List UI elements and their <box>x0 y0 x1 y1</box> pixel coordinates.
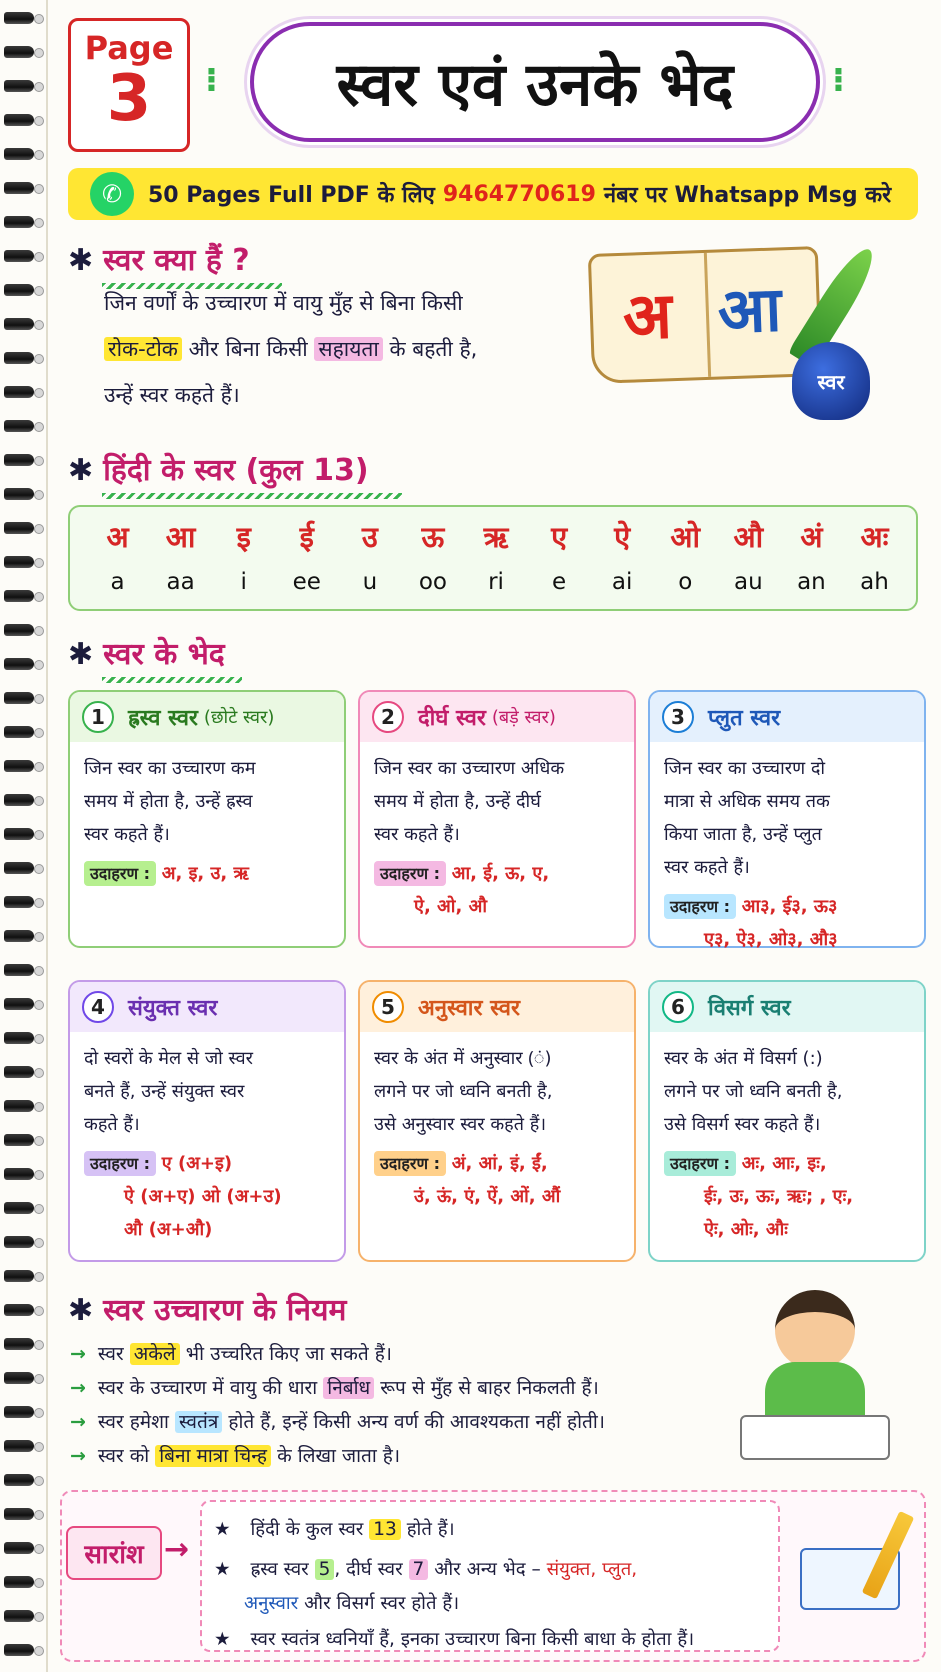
description-line: बनते हैं, उन्हें संयुक्त स्वर <box>84 1081 245 1102</box>
rule-highlight: अकेले <box>130 1343 180 1365</box>
spiral-ring <box>4 420 34 432</box>
asterisk-icon: ✱ <box>68 1293 94 1328</box>
star-icon: ★ <box>214 1629 231 1650</box>
spiral-ring <box>4 658 34 670</box>
asterisk-icon: ✱ <box>68 637 94 672</box>
vowel-roman: au <box>733 569 763 595</box>
spiral-ring <box>4 318 34 330</box>
page-edge <box>46 0 48 1672</box>
example-values: ऐ, ओ, औ <box>414 896 487 917</box>
type-name: संयुक्त स्वर <box>128 996 218 1021</box>
section-title-types: ✱ स्वर के भेद <box>68 632 242 683</box>
spiral-ring <box>4 862 34 874</box>
example-values: ए (अ+इ) <box>161 1153 233 1174</box>
vowels-devanagari-row <box>86 517 906 556</box>
open-book-illustration <box>588 246 822 384</box>
vowel-devanagari: ओ <box>670 520 701 554</box>
spiral-ring <box>4 1440 34 1452</box>
type-name: ह्रस्व स्वर <box>128 706 198 731</box>
rule-highlight: स्वतंत्र <box>175 1411 222 1433</box>
example-values: अः, आः, इः, <box>741 1153 827 1174</box>
spiral-ring <box>4 522 34 534</box>
type-subtitle: (बड़े स्वर) <box>491 707 556 728</box>
spiral-ring <box>4 556 34 568</box>
vowel-roman: e <box>552 569 567 595</box>
spiral-ring <box>4 1168 34 1180</box>
example-values: ऐ (अ+ए) ओ (अ+उ) <box>124 1186 282 1207</box>
vowels-table <box>68 505 918 611</box>
spiral-ring <box>4 454 34 466</box>
type-name: दीर्घ स्वर <box>418 706 486 731</box>
spiral-ring <box>4 1644 34 1656</box>
page-title: स्वर एवं उनके भेद <box>250 22 820 142</box>
vowel-devanagari: ऐ <box>614 520 631 554</box>
spiral-ring <box>4 1508 34 1520</box>
spiral-ring <box>4 1474 34 1486</box>
definition-paragraph <box>104 280 574 418</box>
type-subtitle: (छोटे स्वर) <box>203 707 275 728</box>
spiral-ring <box>4 1338 34 1350</box>
whatsapp-icon: ✆ <box>90 172 134 216</box>
spiral-ring <box>4 114 34 126</box>
spiral-ring <box>4 1236 34 1248</box>
sparkle-right-icon: ⁝ <box>832 60 845 100</box>
spiral-ring <box>4 692 34 704</box>
definition-line-2: रोक-टोक और बिना किसी सहायता के बहती है, <box>104 326 574 372</box>
asterisk-icon: ✱ <box>68 453 94 488</box>
type-description <box>360 1032 634 1141</box>
type-card-header <box>70 692 344 742</box>
spiral-ring <box>4 964 34 976</box>
asterisk-icon: ✱ <box>68 243 94 278</box>
star-icon: ★ <box>214 1519 231 1540</box>
arrow-right-icon: → <box>70 1445 86 1467</box>
vowel-roman: ee <box>292 569 321 595</box>
spiral-ring <box>4 284 34 296</box>
type-card-2 <box>358 690 636 948</box>
spiral-ring <box>4 624 34 636</box>
promo-prefix: 50 Pages Full PDF के लिए <box>148 183 435 208</box>
spiral-ring <box>4 182 34 194</box>
example-block <box>360 851 634 929</box>
number-badge: 2 <box>372 701 404 733</box>
description-line: समय में होता है, उन्हें ह्रस्व <box>84 791 253 812</box>
whatsapp-promo-bar[interactable] <box>68 168 918 220</box>
book-letter-aa: आ <box>716 272 783 348</box>
summary-line-2: ★ ह्रस्व स्वर 5 , दीर्घ स्वर 7 और अन्य भेद – संयुक्त, प्लुत, <box>214 1559 638 1580</box>
vowel-roman: ah <box>860 569 889 595</box>
page-number-box <box>68 18 190 152</box>
example-values: आ३, ई३, ऊ३ <box>741 896 838 917</box>
example-values: अ, इ, उ, ऋ <box>161 863 249 884</box>
description-line: जिन स्वर का उच्चारण कम <box>84 758 256 779</box>
rule-item: → स्वर के उच्चारण में वायु की धारा निर्बाध रूप से मुँह से बाहर निकलती हैं। <box>70 1377 599 1399</box>
type-description <box>70 742 344 851</box>
vowel-roman: u <box>362 569 378 595</box>
spiral-ring <box>4 998 34 1010</box>
boy-head <box>775 1290 855 1370</box>
spiral-ring <box>4 590 34 602</box>
vowel-roman: aa <box>166 569 195 595</box>
example-label: उदाहरण : <box>84 861 156 886</box>
example-label: उदाहरण : <box>374 861 446 886</box>
vowel-devanagari: इ <box>236 520 251 554</box>
promo-suffix: नंबर पर Whatsapp Msg करे <box>603 183 892 208</box>
spiral-ring <box>4 46 34 58</box>
spiral-ring <box>4 386 34 398</box>
spiral-ring <box>4 896 34 908</box>
description-line: स्वर कहते हैं। <box>664 857 750 878</box>
vowel-devanagari: औ <box>733 520 764 554</box>
vowel-devanagari: अ <box>106 520 129 554</box>
example-block <box>650 1141 924 1252</box>
arrow-right-icon: → <box>70 1411 86 1433</box>
type-card-1 <box>68 690 346 948</box>
spiral-ring <box>4 1542 34 1554</box>
description-line: उसे अनुस्वार स्वर कहते हैं। <box>374 1114 547 1135</box>
vowel-devanagari: अं <box>800 520 823 554</box>
vowel-devanagari: ए <box>551 520 568 554</box>
arrow-right-icon: → <box>164 1532 190 1567</box>
spiral-ring <box>4 760 34 772</box>
vowel-devanagari: ऊ <box>421 520 445 554</box>
studying-boy-illustration <box>740 1290 890 1460</box>
example-values: उं, ऊं, एं, ऐं, ओं, औं <box>414 1186 561 1207</box>
description-line: स्वर के अंत में अनुस्वार (ं) <box>374 1048 552 1069</box>
spiral-ring <box>4 250 34 262</box>
type-description <box>650 742 924 884</box>
type-card-header <box>360 692 634 742</box>
type-card-3 <box>648 690 926 948</box>
summary-label: सारांश <box>66 1526 162 1580</box>
example-values: ईः, उः, ऊः, ऋः; , एः, <box>704 1186 854 1207</box>
inkpot-icon: स्वर <box>792 342 870 420</box>
type-card-4 <box>68 980 346 1262</box>
spiral-ring <box>4 216 34 228</box>
summary-dirgha-count: 7 <box>409 1559 429 1580</box>
number-badge: 6 <box>662 991 694 1023</box>
summary-line-3: अनुस्वार और विसर्ग स्वर होते हैं। <box>244 1593 460 1614</box>
example-block <box>70 1141 344 1252</box>
desk-book <box>740 1415 890 1460</box>
spiral-ring <box>4 1066 34 1078</box>
spiral-ring <box>4 1100 34 1112</box>
book-letter-a: अ <box>621 279 674 355</box>
example-label: उदाहरण : <box>84 1151 156 1176</box>
spiral-ring <box>4 352 34 364</box>
spiral-ring <box>4 1576 34 1588</box>
vowel-roman: ri <box>488 569 504 595</box>
spiral-ring <box>4 12 34 24</box>
type-name: विसर्ग स्वर <box>708 996 791 1021</box>
example-values: औ (अ+औ) <box>124 1219 213 1240</box>
rule-highlight: निर्बाध <box>323 1377 374 1399</box>
book-spine <box>704 253 711 377</box>
sparkle-left-icon: ⁝ <box>205 60 218 100</box>
rule-item: → स्वर अकेले भी उच्चरित किए जा सकते हैं। <box>70 1343 392 1365</box>
example-values: आ, ई, ऊ, ए, <box>451 863 550 884</box>
summary-hrasva-count: 5 <box>315 1559 335 1580</box>
section-title-what-is: ✱ स्वर क्या हैं ? <box>68 238 282 289</box>
example-values: अं, आं, इं, ईं, <box>451 1153 548 1174</box>
definition-line-1: जिन वर्णों के उच्चारण में वायु मुँह से बिना किसी <box>104 291 463 315</box>
spiral-ring <box>4 828 34 840</box>
description-line: स्वर कहते हैं। <box>84 824 170 845</box>
definition-line-3: उन्हें स्वर कहते हैं। <box>104 383 240 407</box>
description-line: जिन स्वर का उच्चारण अधिक <box>374 758 565 779</box>
wave-underline <box>102 493 402 499</box>
highlight-sahayata: सहायता <box>314 337 382 361</box>
vowel-roman: ai <box>611 569 633 595</box>
description-line: दो स्वरों के मेल से जो स्वर <box>84 1048 253 1069</box>
description-line: कहते हैं। <box>84 1114 140 1135</box>
example-label: उदाहरण : <box>664 894 736 919</box>
description-line: लगने पर जो ध्वनि बनती है, <box>664 1081 843 1102</box>
type-description <box>70 1032 344 1141</box>
description-line: किया जाता है, उन्हें प्लुत <box>664 824 822 845</box>
description-line: समय में होता है, उन्हें दीर्घ <box>374 791 541 812</box>
example-label: उदाहरण : <box>374 1151 446 1176</box>
summary-line-4: ★ स्वर स्वतंत्र ध्वनियाँ हैं, इनका उच्चारण बिना किसी बाधा के होता हैं। <box>214 1629 695 1650</box>
arrow-right-icon: → <box>70 1343 86 1365</box>
vowel-devanagari: अः <box>860 520 889 554</box>
vowel-devanagari: ई <box>299 520 314 554</box>
summary-total-badge: 13 <box>369 1519 401 1540</box>
section-title-vowels: ✱ हिंदी के स्वर (कुल 13) <box>68 448 402 499</box>
spiral-ring <box>4 488 34 500</box>
type-description <box>650 1032 924 1141</box>
boy-body <box>765 1362 865 1422</box>
description-line: स्वर कहते हैं। <box>374 824 460 845</box>
page-label: Page <box>84 29 174 67</box>
number-badge: 4 <box>82 991 114 1023</box>
summary-line-1: ★ हिंदी के कुल स्वर 13 होते हैं। <box>214 1519 455 1540</box>
type-name: प्लुत स्वर <box>708 706 781 731</box>
spiral-binding <box>0 0 48 1672</box>
type-card-header <box>650 982 924 1032</box>
vowel-roman: i <box>240 569 247 595</box>
description-line: मात्रा से अधिक समय तक <box>664 791 830 812</box>
description-line: स्वर के अंत में विसर्ग (:) <box>664 1048 823 1069</box>
spiral-ring <box>4 1270 34 1282</box>
vowel-devanagari: उ <box>361 520 378 554</box>
vowels-roman-row <box>86 569 906 595</box>
spiral-ring <box>4 1134 34 1146</box>
wave-underline <box>102 677 242 683</box>
example-values: ए३, ऐ३, ओ३, औ३ <box>704 929 838 950</box>
spiral-ring <box>4 930 34 942</box>
star-icon: ★ <box>214 1559 231 1580</box>
example-block <box>360 1141 634 1219</box>
spiral-ring <box>4 1406 34 1418</box>
description-line: जिन स्वर का उच्चारण दो <box>664 758 826 779</box>
vowel-roman: o <box>678 569 693 595</box>
spiral-ring <box>4 1032 34 1044</box>
type-card-header <box>360 982 634 1032</box>
vowel-devanagari: ऋ <box>483 520 509 554</box>
example-values: ऐः, ओः, औः <box>704 1219 788 1240</box>
type-card-6 <box>648 980 926 1262</box>
vowel-roman: oo <box>418 569 447 595</box>
number-badge: 5 <box>372 991 404 1023</box>
spiral-ring <box>4 1610 34 1622</box>
promo-phone: 9464770619 <box>442 181 596 207</box>
vowel-devanagari: आ <box>165 520 196 554</box>
type-card-5 <box>358 980 636 1262</box>
type-card-header <box>650 692 924 742</box>
example-block <box>650 884 924 962</box>
example-block <box>70 851 344 896</box>
spiral-ring <box>4 148 34 160</box>
spiral-ring <box>4 1304 34 1316</box>
spiral-ring <box>4 1372 34 1384</box>
number-badge: 1 <box>82 701 114 733</box>
type-card-header <box>70 982 344 1032</box>
type-name: अनुस्वार स्वर <box>418 996 520 1021</box>
spiral-ring <box>4 726 34 738</box>
rule-item: → स्वर हमेशा स्वतंत्र होते हैं, इन्हें किसी अन्य वर्ण की आवश्यकता नहीं होती। <box>70 1411 605 1433</box>
example-label: उदाहरण : <box>664 1151 736 1176</box>
rule-highlight: बिना मात्रा चिन्ह <box>155 1445 271 1467</box>
vowel-roman: an <box>797 569 826 595</box>
spiral-ring <box>4 794 34 806</box>
number-badge: 3 <box>662 701 694 733</box>
description-line: लगने पर जो ध्वनि बनती है, <box>374 1081 553 1102</box>
rule-item: → स्वर को बिना मात्रा चिन्ह के लिखा जाता है। <box>70 1445 401 1467</box>
page-number: 3 <box>106 62 152 136</box>
spiral-ring <box>4 80 34 92</box>
description-line: उसे विसर्ग स्वर कहते हैं। <box>664 1114 821 1135</box>
arrow-right-icon: → <box>70 1377 86 1399</box>
highlight-rok-tok: रोक-टोक <box>104 337 182 361</box>
vowel-roman: a <box>110 569 125 595</box>
type-description <box>360 742 634 851</box>
spiral-ring <box>4 1202 34 1214</box>
section-title-rules: ✱ स्वर उच्चारण के नियम <box>68 1293 347 1328</box>
